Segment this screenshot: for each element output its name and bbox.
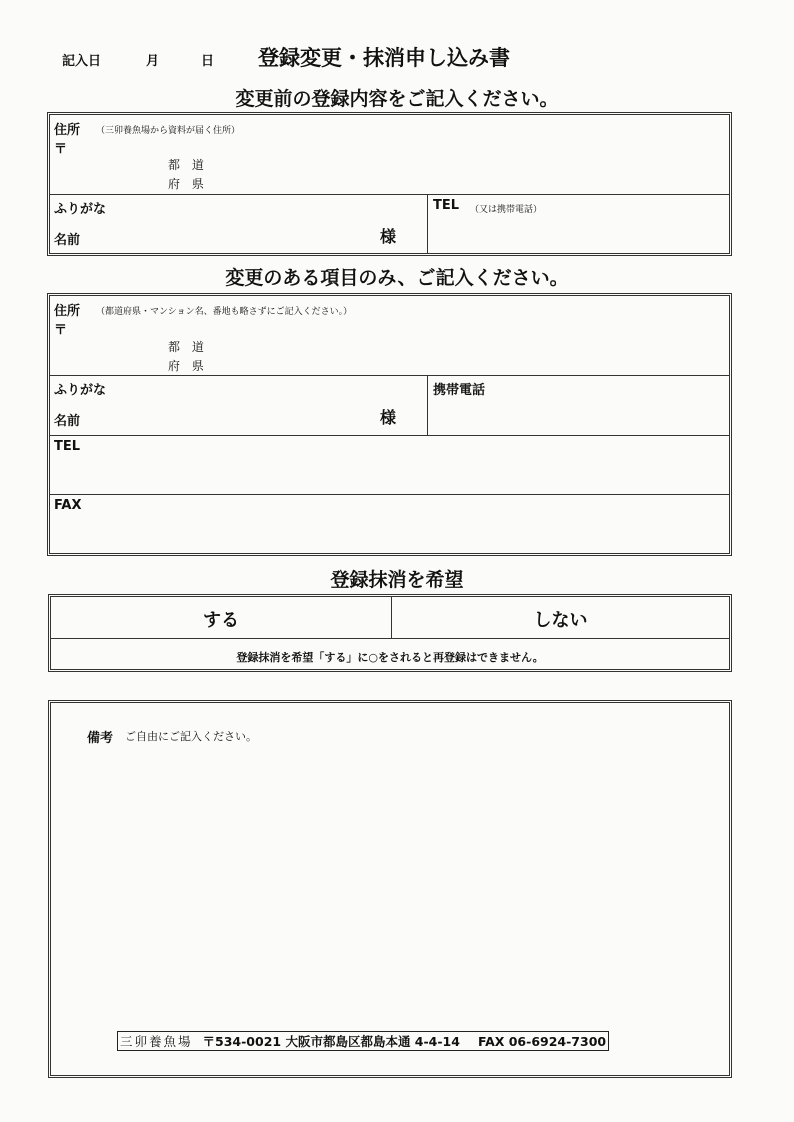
s1-furigana-label: ふりがな <box>54 202 107 217</box>
s2-sama: 様 <box>380 408 397 427</box>
s1-pref-line2: 府 県 <box>168 177 208 191</box>
s1-address-note: （三卯養魚場から資料が届く住所） <box>96 126 241 136</box>
s2-fax-label: FAX <box>54 498 82 513</box>
s1-address-label: 住所 <box>54 123 81 138</box>
section3-heading: 登録抹消を希望 <box>330 569 464 591</box>
s1-tel-label: TEL <box>433 198 460 213</box>
s2-pref-line1: 都 道 <box>168 340 208 354</box>
s1-pref-line1: 都 道 <box>168 158 208 172</box>
section1-box <box>47 112 732 256</box>
s2-furigana-label: ふりがな <box>54 383 107 398</box>
s1-sama: 様 <box>380 227 397 246</box>
s2-name-label: 名前 <box>54 414 81 429</box>
s1-name-label: 名前 <box>54 233 81 248</box>
s2-postal-mark: 〒 <box>54 323 68 338</box>
s1-postal-mark: 〒 <box>54 142 68 157</box>
remarks-box <box>48 700 732 1078</box>
month-label: 月 <box>146 54 160 69</box>
section1-heading: 変更前の登録内容をご記入ください。 <box>235 88 559 110</box>
option-yes[interactable]: する <box>203 610 239 631</box>
s2-address-note: （都道府県・マンション名、番地も略さずにご記入ください。） <box>96 307 353 317</box>
footer-contact <box>117 1031 609 1051</box>
remarks-label: 備考 <box>87 731 114 746</box>
company-name: 三卯養魚場 <box>120 1034 193 1049</box>
s2-pref-line2: 府 県 <box>168 359 208 373</box>
section2-heading: 変更のある項目のみ、ご記入ください。 <box>225 267 569 289</box>
s2-tel-label: TEL <box>54 439 81 454</box>
deregistration-notice: 登録抹消を希望「する」に○をされると再登録はできません。 <box>236 651 544 664</box>
day-label: 日 <box>201 54 215 69</box>
s1-tel-note: （又は携帯電話） <box>470 205 543 215</box>
option-no[interactable]: しない <box>533 610 588 631</box>
section3-box <box>48 594 732 672</box>
company-fax: FAX 06-6924-7300 <box>477 1033 607 1049</box>
remarks-note: ご自由にご記入ください。 <box>125 730 257 743</box>
form-title: 登録変更・抹消申し込み書 <box>258 46 510 70</box>
entry-date-label: 記入日 <box>62 54 102 69</box>
s2-address-label: 住所 <box>54 304 81 319</box>
company-address: 〒534-0021 大阪市都島区都島本通 4-4-14 <box>202 1034 460 1049</box>
section2-box <box>47 293 732 556</box>
s2-mobile-label: 携帯電話 <box>433 383 486 398</box>
